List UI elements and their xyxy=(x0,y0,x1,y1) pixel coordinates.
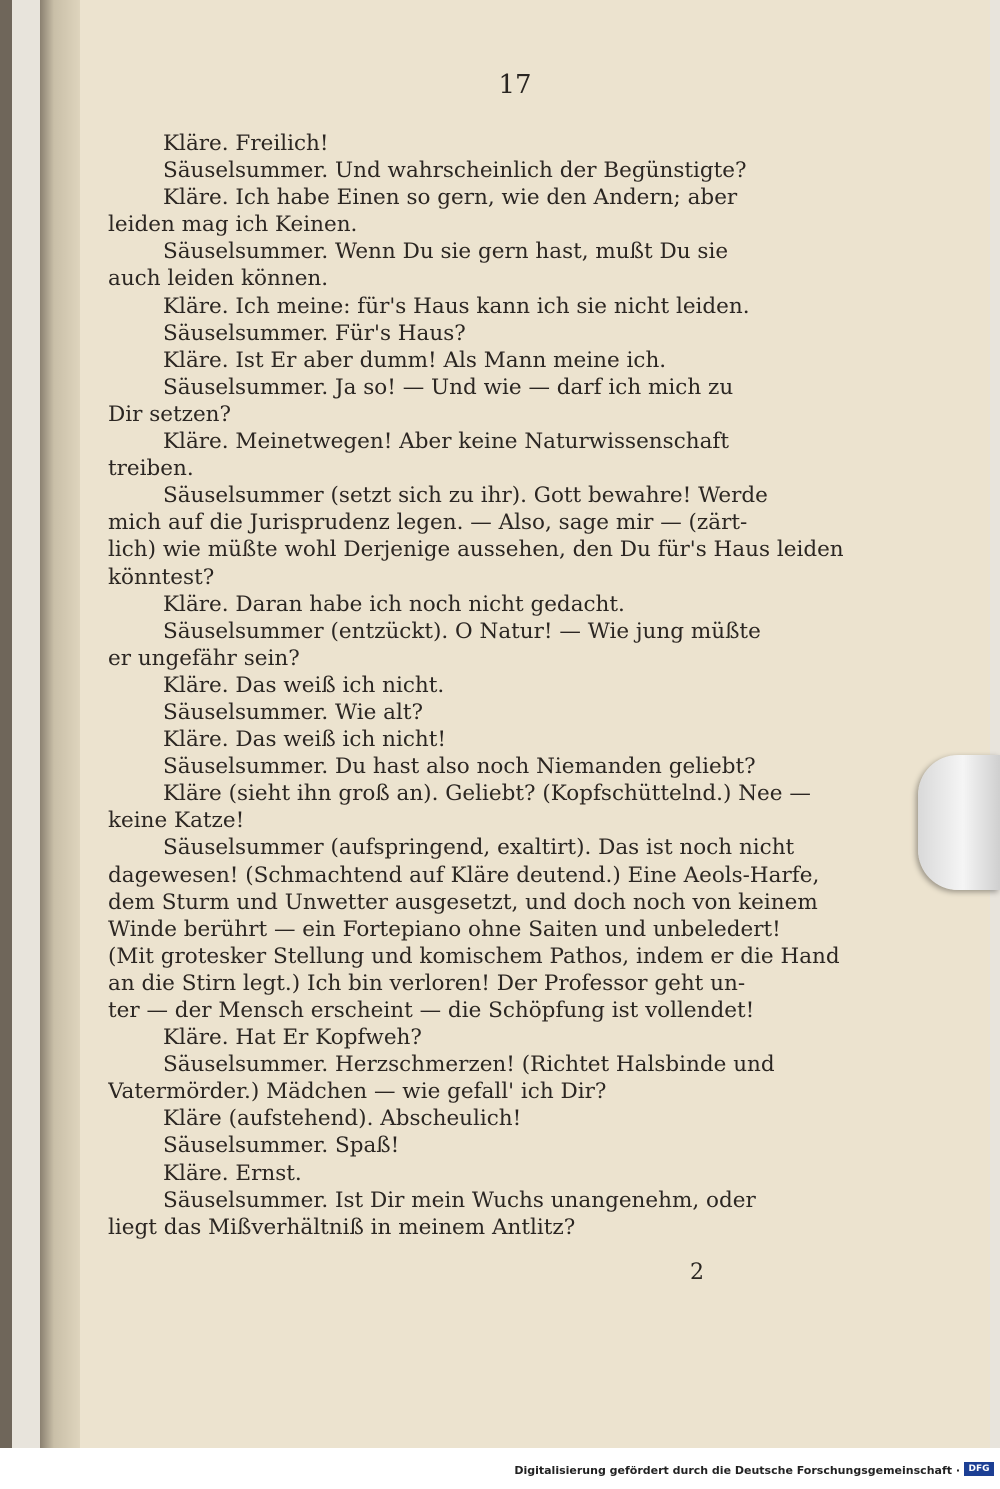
text-line: lich) wie müßte wohl Derjenige aussehen, den Du für's Haus leiden xyxy=(108,537,844,563)
text-line: liegt das Mißverhältniß in meinem Antlitz? xyxy=(108,1214,576,1240)
text-line: Vatermörder.) Mädchen — wie gefall' ich Dir? xyxy=(108,1079,607,1105)
page-clip xyxy=(918,755,1000,890)
text-line: Säuselsummer (aufspringend, exaltirt). Das ist noch nicht xyxy=(163,835,795,861)
text-line: Kläre. Ernst. xyxy=(163,1160,302,1186)
text-line: auch leiden können. xyxy=(108,266,329,292)
footer xyxy=(0,1448,1000,1489)
text-line: keine Katze! xyxy=(108,808,245,834)
text-line: Säuselsummer. Und wahrscheinlich der Begünstigte? xyxy=(163,158,747,184)
text-line: Kläre. Ich meine: für's Haus kann ich sie nicht leiden. xyxy=(163,293,750,319)
text-line: Kläre (aufstehend). Abscheulich! xyxy=(163,1106,522,1132)
text-line: Säuselsummer (entzückt). O Natur! — Wie jung müßte xyxy=(163,618,761,644)
text-line: Säuselsummer. Wenn Du sie gern hast, mußt Du sie xyxy=(163,239,729,265)
text-line: Dir setzen? xyxy=(108,401,232,427)
text-line: Kläre. Das weiß ich nicht. xyxy=(163,672,445,698)
text-line: Säuselsummer. Ja so! — Und wie — darf ich mich zu xyxy=(163,374,734,400)
text-line: Kläre. Meinetwegen! Aber keine Naturwissenschaft xyxy=(163,429,729,455)
body-text xyxy=(108,130,888,1241)
footer-credit: Digitalisierung gefördert durch die Deutsche Forschungsgemeinschaft · xyxy=(514,1464,960,1477)
text-line: Säuselsummer. Ist Dir mein Wuchs unangenehm, oder xyxy=(163,1187,756,1213)
text-line: Säuselsummer (setzt sich zu ihr). Gott bewahre! Werde xyxy=(163,483,768,509)
text-line: (Mit grotesker Stellung und komischem Pathos, indem er die Hand xyxy=(108,943,840,969)
adjacent-page-edge xyxy=(0,0,12,1448)
text-line: dem Sturm und Unwetter ausgesetzt, und doch noch von keinem xyxy=(108,889,818,915)
text-line: Kläre. Hat Er Kopfweh? xyxy=(163,1025,422,1051)
text-line: treiben. xyxy=(108,456,194,482)
text-line: Kläre. Ich habe Einen so gern, wie den Andern; aber xyxy=(163,185,738,211)
text-line: er ungefähr sein? xyxy=(108,645,300,671)
text-line: Winde berührt — ein Fortepiano ohne Saiten und unbeledert! xyxy=(108,916,781,942)
book-page xyxy=(40,0,990,1448)
text-line: könntest? xyxy=(108,564,215,590)
text-line: mich auf die Jurisprudenz legen. — Also, sage mir — (zärt- xyxy=(108,510,748,536)
text-line: Kläre. Ist Er aber dumm! Als Mann meine ich. xyxy=(163,347,667,373)
text-line: dagewesen! (Schmachtend auf Kläre deutend.) Eine Aeols-Harfe, xyxy=(108,862,820,888)
text-line: Kläre. Freilich! xyxy=(163,131,329,156)
text-line: Kläre. Daran habe ich noch nicht gedacht. xyxy=(163,591,625,617)
text-line: an die Stirn legt.) Ich bin verloren! Der Professor geht un- xyxy=(108,970,746,996)
text-line: Säuselsummer. Spaß! xyxy=(163,1133,400,1159)
text-line: Säuselsummer. Für's Haus? xyxy=(163,320,466,346)
text-line: Kläre (sieht ihn groß an). Geliebt? (Kopfschüttelnd.) Nee — xyxy=(163,781,811,807)
page-number: 17 xyxy=(498,70,532,100)
text-line: Kläre. Das weiß ich nicht! xyxy=(163,727,447,753)
text-line: Säuselsummer. Wie alt? xyxy=(163,699,424,725)
page-binding xyxy=(40,0,80,1448)
text-line: ter — der Mensch erscheint — die Schöpfung ist vollendet! xyxy=(108,998,755,1023)
text-line: Säuselsummer. Herzschmerzen! (Richtet Halsbinde und xyxy=(163,1052,775,1078)
text-line: leiden mag ich Keinen. xyxy=(108,212,358,238)
dfg-logo: DFG xyxy=(964,1462,994,1476)
text-line: Säuselsummer. Du hast also noch Niemanden geliebt? xyxy=(163,754,756,780)
signature-mark: 2 xyxy=(690,1260,704,1285)
